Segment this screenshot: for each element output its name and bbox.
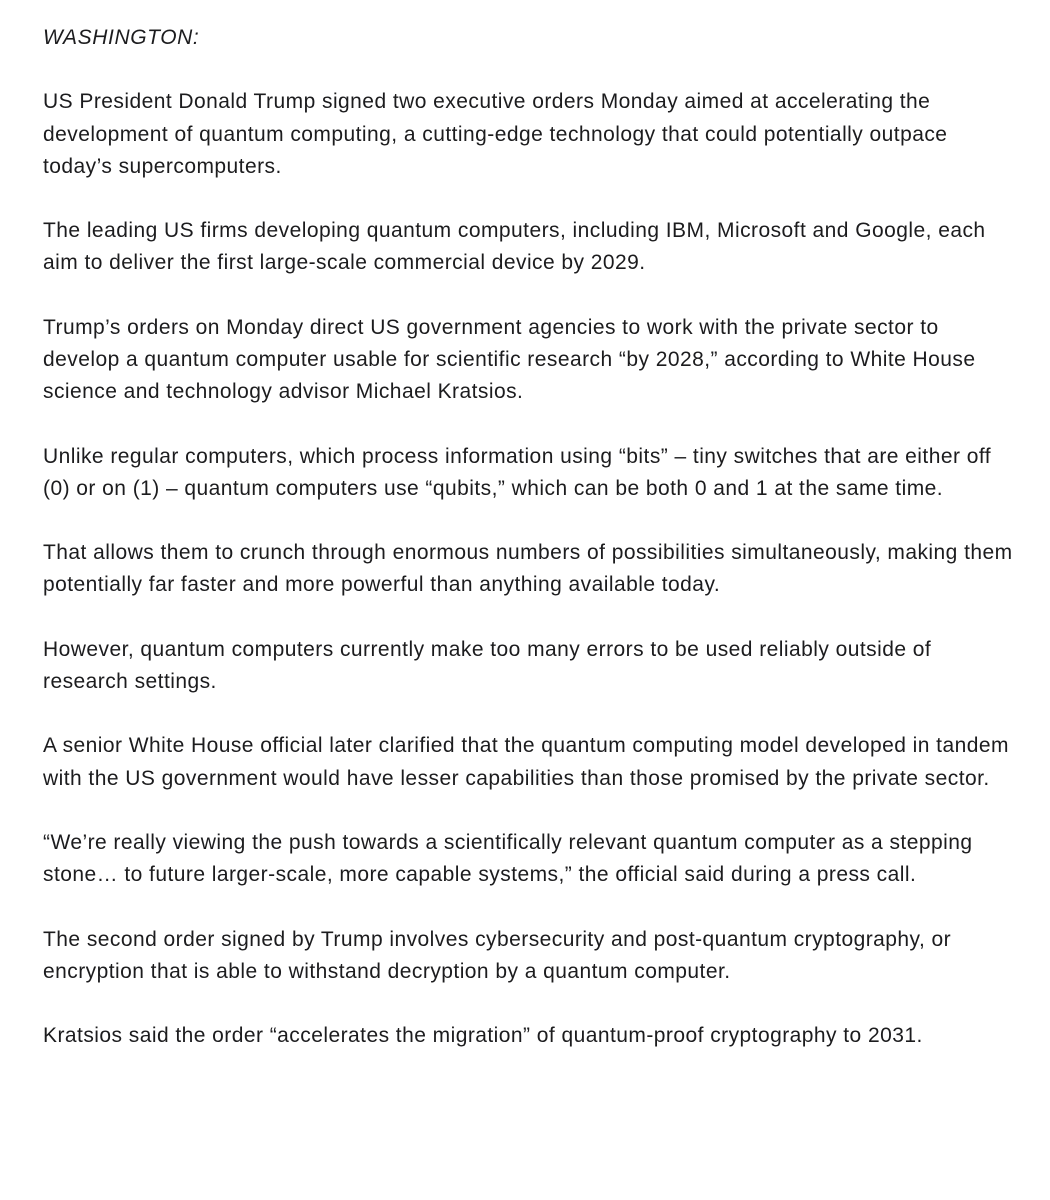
article-paragraph: Unlike regular computers, which process information using “bits” – tiny switches that are either off (0) or on (1) – quantum computers use “qubits,” which can be both 0 and 1 at the same time.	[43, 444, 992, 500]
article-paragraph: That allows them to crunch through enormous numbers of possibilities simultaneously, making them potentially far faster and more powerful than anything available today.	[43, 541, 1013, 597]
article-paragraph: However, quantum computers currently make too many errors to be used reliably outside of research settings.	[43, 637, 932, 693]
article-paragraph: Trump’s orders on Monday direct US government agencies to work with the private sector to develop a quantum computer usable for scientific research “by 2028,” according to White House science and technology advisor Michael Kratsios.	[43, 315, 976, 404]
article-paragraph: “We’re really viewing the push towards a scientifically relevant quantum computer as a stepping stone… to future larger-scale, more capable systems,” the official said during a press call.	[43, 830, 973, 887]
article-paragraph: The second order signed by Trump involves cybersecurity and post-quantum cryptography, or encryption that is able to withstand decryption by a quantum computer.	[43, 927, 952, 983]
article-body	[43, 22, 1018, 1052]
article-paragraph: Kratsios said the order “accelerates the migration” of quantum-proof cryptography to 2031.	[43, 1024, 923, 1048]
article-paragraph: US President Donald Trump signed two executive orders Monday aimed at accelerating the development of quantum computing, a cutting-edge technology that could potentially outpace today’s supercomputers.	[43, 90, 948, 178]
article-paragraph: The leading US firms developing quantum computers, including IBM, Microsoft and Google, each aim to deliver the first large-scale commercial device by 2029.	[43, 219, 986, 275]
article-paragraph: A senior White House official later clarified that the quantum computing model developed in tandem with the US government would have lesser capabilities than those promised by the private sector.	[43, 734, 1009, 790]
article-dateline: WASHINGTON:	[43, 26, 200, 49]
